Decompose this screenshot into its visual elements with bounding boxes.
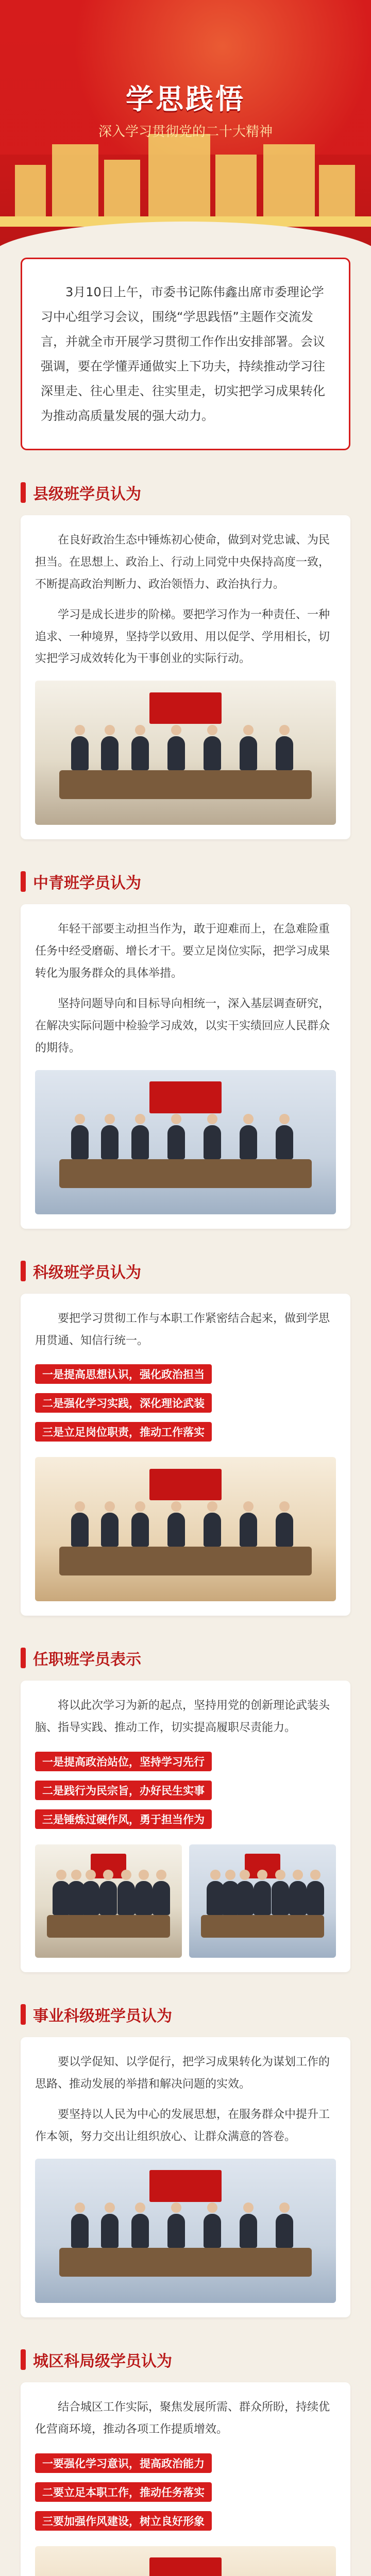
person-figure <box>82 1881 99 1915</box>
title-mark-icon <box>21 2004 26 2025</box>
section-title-bar <box>21 1647 350 1669</box>
person-figure <box>131 2214 149 2248</box>
photo-table <box>59 1159 312 1188</box>
banner-buildings <box>0 134 371 222</box>
highlight-label: 二是强化学习实践，深化理论武装 <box>35 1393 212 1413</box>
section-title: 县级班学员认为 <box>33 485 141 503</box>
section <box>21 2348 350 2576</box>
person-figure <box>99 1881 117 1915</box>
section-paragraph: 年轻干部要主动担当作为，敢于迎难而上，在急难险重任务中经受磨砺、增长才干。要立足岗位实际，把学习成果转化为服务群众的具体举措。 <box>35 923 330 980</box>
highlight-row <box>35 2449 336 2478</box>
photo-screen <box>149 692 222 724</box>
meeting-photo <box>35 2546 336 2576</box>
title-mark-icon <box>21 482 26 503</box>
person-figure <box>131 1513 149 1547</box>
highlight-row <box>35 1748 336 1776</box>
person-figure <box>204 1513 221 1547</box>
person-figure <box>101 1513 119 1547</box>
section <box>21 870 350 1228</box>
section-title: 事业科级班学员认为 <box>33 2007 172 2026</box>
person-figure <box>71 1513 89 1547</box>
person-figure <box>167 2214 185 2248</box>
section-title: 任职班学员表示 <box>33 1651 141 1669</box>
photo-table <box>59 770 312 799</box>
title-mark-icon <box>21 871 26 892</box>
highlight-row <box>35 1360 336 1389</box>
section <box>21 2003 350 2317</box>
photo-screen <box>149 1469 222 1501</box>
section-paragraph: 结合城区工作实际，聚焦发展所需、群众所盼，持续优化营商环境，推动各项工作提质增效。 <box>35 2400 330 2436</box>
photo-table <box>59 1547 312 1575</box>
highlight-label: 三是锤炼过硬作风，勇于担当作为 <box>35 1809 212 1829</box>
header-banner <box>0 0 371 289</box>
sections <box>0 481 371 2576</box>
person-figure <box>71 2214 89 2248</box>
person-figure <box>236 1881 254 1915</box>
person-figure <box>289 1881 307 1915</box>
section-body <box>21 1681 350 1972</box>
highlight-row <box>35 1776 336 1805</box>
section-body <box>21 2037 350 2317</box>
section-body <box>21 904 350 1228</box>
meeting-photo <box>35 1457 336 1601</box>
photo-screen <box>149 1081 222 1113</box>
person-figure <box>272 1881 289 1915</box>
person-figure <box>204 736 221 770</box>
person-figure <box>135 1881 153 1915</box>
intro-text: 3月10日上午，市委书记陈伟鑫出席市委理论学习中心组学习会议，围绕“学思践悟”主题作交流发言，并就全市开展学习贯彻工作作出安排部署。会议强调，要在学懂弄通做实上下功夫，持续推动学习往深里走、往心里走、往实里走，切实把学习成果转化为推动高质量发展的强大动力。 <box>41 285 325 423</box>
section-paragraph: 将以此次学习为新的起点，坚持用党的创新理论武装头脑、指导实践、推动工作，切实提高履职尽责能力。 <box>35 1699 330 1735</box>
title-mark-icon <box>21 1261 26 1281</box>
section-title: 城区科局级学员认为 <box>33 2352 172 2370</box>
section-body <box>21 1294 350 1616</box>
section-body <box>21 2382 350 2576</box>
section-paragraph: 坚持问题导向和目标导向相统一，深入基层调查研究，在解决实际问题中检验学习成效，以实干实绩回应人民群众的期待。 <box>35 997 330 1055</box>
meeting-photo <box>35 1070 336 1214</box>
person-figure <box>131 736 149 770</box>
person-figure <box>153 1881 170 1915</box>
section-title-bar <box>21 1260 350 1282</box>
highlight-row <box>35 1805 336 1834</box>
person-figure <box>204 2214 221 2248</box>
person-figure <box>240 1125 257 1159</box>
section-title: 科级班学员认为 <box>33 1263 141 1282</box>
person-figure <box>240 1513 257 1547</box>
section-title: 中青班学员认为 <box>33 874 141 893</box>
title-mark-icon <box>21 2349 26 2370</box>
highlight-label: 三是立足岗位职责，推动工作落实 <box>35 1422 212 1442</box>
person-figure <box>307 1881 324 1915</box>
person-figure <box>117 1881 135 1915</box>
banner-subtitle: 深入学习贯彻党的二十大精神 <box>98 124 273 140</box>
photo-table <box>201 1915 324 1938</box>
meeting-photo <box>35 681 336 825</box>
highlight-label: 一是提高政治站位，坚持学习先行 <box>35 1752 212 1771</box>
person-figure <box>276 736 293 770</box>
section <box>21 481 350 839</box>
section-title-bar <box>21 870 350 893</box>
person-figure <box>240 2214 257 2248</box>
section <box>21 1260 350 1616</box>
person-figure <box>167 736 185 770</box>
person-figure <box>101 736 119 770</box>
section-paragraph: 要坚持以人民为中心的发展思想，在服务群众中提升工作本领，努力交出让组织放心、让群众满意的答卷。 <box>35 2108 330 2143</box>
highlight-label: 二是践行为民宗旨，办好民生实事 <box>35 1781 212 1800</box>
meeting-photo <box>189 1844 336 1958</box>
highlight-label: 一要强化学习意识，提高政治能力 <box>35 2453 212 2473</box>
banner-title: 学思践悟 <box>126 82 245 115</box>
section-paragraph: 学习是成长进步的阶梯。要把学习作为一种责任、一种追求、一种境界，坚持学以致用、用以促学、学用相长，切实把学习成效转化为干事创业的实际行动。 <box>35 608 330 666</box>
person-figure <box>71 736 89 770</box>
section <box>21 1647 350 1972</box>
highlight-label: 三要加强作风建设，树立良好形象 <box>35 2511 212 2531</box>
section-body <box>21 515 350 839</box>
highlight-row <box>35 1389 336 1418</box>
section-title-bar <box>21 2003 350 2026</box>
section-paragraph: 要以学促知、以学促行，把学习成果转化为谋划工作的思路、推动发展的举措和解决问题的实效。 <box>35 2056 330 2091</box>
person-figure <box>276 1125 293 1159</box>
person-figure <box>167 1125 185 1159</box>
section-title-bar <box>21 2348 350 2371</box>
highlight-label: 二要立足本职工作，推动任务落实 <box>35 2482 212 2502</box>
section-paragraph: 在良好政治生态中锤炼初心使命，做到对党忠诚、为民担当。在思想上、政治上、行动上同党中央保持高度一致，不断提高政治判断力、政治领悟力、政治执行力。 <box>35 534 330 591</box>
person-figure <box>276 2214 293 2248</box>
meeting-photo <box>35 1844 182 1958</box>
photo-table <box>47 1915 170 1938</box>
photo-screen <box>149 2170 222 2202</box>
person-figure <box>101 1125 119 1159</box>
highlight-row <box>35 2507 336 2536</box>
person-figure <box>276 1513 293 1547</box>
person-figure <box>71 1125 89 1159</box>
photo-screen <box>149 2557 222 2576</box>
highlight-label: 一是提高思想认识，强化政治担当 <box>35 1364 212 1384</box>
person-figure <box>240 736 257 770</box>
photo-table <box>59 2248 312 2277</box>
meeting-photo <box>35 2159 336 2303</box>
highlight-row <box>35 1418 336 1447</box>
intro-box <box>21 258 350 450</box>
highlight-row <box>35 2478 336 2507</box>
title-mark-icon <box>21 1648 26 1668</box>
person-figure <box>254 1881 271 1915</box>
section-title-bar <box>21 481 350 504</box>
person-figure <box>167 1513 185 1547</box>
person-figure <box>204 1125 221 1159</box>
person-figure <box>101 2214 119 2248</box>
section-paragraph: 要把学习贯彻工作与本职工作紧密结合起来，做到学思用贯通、知信行统一。 <box>35 1312 330 1347</box>
photo-row <box>35 1844 336 1958</box>
person-figure <box>131 1125 149 1159</box>
